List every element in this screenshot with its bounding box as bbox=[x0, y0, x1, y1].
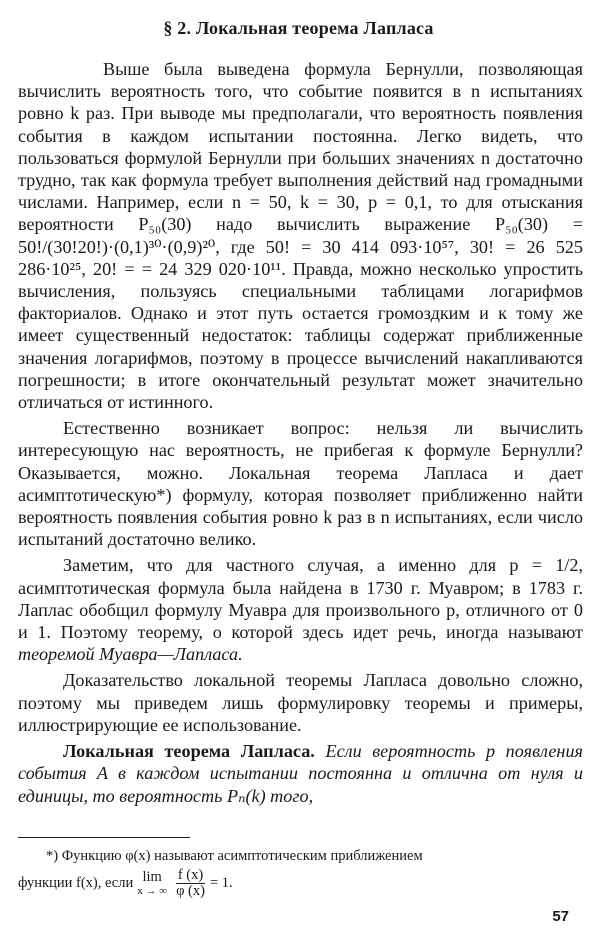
limit-subscript: x → ∞ bbox=[137, 884, 168, 897]
paragraph-theorem bbox=[18, 740, 583, 807]
paragraph-bernoulli-intro: Выше была выведена формула Бернулли, позволяющая вычислить вероятность того, что событие появится в n испытаниях ровно k раз. При выводе мы предполагали, что вероятность появления события в каждом испытании постоянна. Легко видеть, что пользоваться формулой Бернулли при больших значениях n достаточно трудно, так как формула требует выполнения действий над громадными числами. Например, если n = 50, k = 30, p = 0,1, то для отыскания вероятности P₅₀(30) надо вычислить выражение P₅₀(30) = 50!/(30!20!)·(0,1)³⁰·(0,9)²⁰, где 50! = 30 414 093·10⁵⁷, 30! = 26 525 286·10²⁵, 20! = = 24 329 020·10¹¹. Правда, можно несколько упростить вычисления, пользуясь специальными таблицами логарифмов факториалов. Однако и этот путь остается громоздким и к тому же имеет существенный недостаток: таблицы содержат приближенные значения логарифмов, поэтому в процессе вычислений накапливаются погрешности; в итоге окончательный результат может значительно отличаться от истинного. bbox=[18, 59, 583, 413]
moivre-laplace-term: теоремой Муавра—Лапласа. bbox=[18, 644, 243, 665]
body-text bbox=[18, 58, 583, 807]
limit-word: lim bbox=[142, 868, 162, 885]
footnote-line-2 bbox=[18, 868, 583, 899]
theorem-title: Локальная теорема Лапласа. bbox=[63, 741, 315, 762]
section-heading: § 2. Локальная теорема Лапласа bbox=[163, 18, 434, 38]
footnote-line-1: *) Функцию φ(x) называют асимптотическим приближением bbox=[46, 848, 423, 864]
paragraph-moivre-history bbox=[18, 554, 583, 665]
footnote-divider bbox=[18, 837, 190, 838]
footnote-prefix: функции f(x), если bbox=[18, 875, 134, 891]
paragraph-question: Естественно возникает вопрос: нельзя ли вычислить интересующую нас вероятность, не прибегая к формуле Бернулли? Оказывается, можно. Локальная теорема Лапласа и дает асимптотическую*) формулу, которая позволяет приближенно найти вероятность появления события ровно k раз в n испытаниях, если число испытаний достаточно велико. bbox=[18, 418, 583, 550]
footnote bbox=[18, 848, 583, 899]
theorem-statement: Если вероятность p появления события A в каждом испытании постоянна и отлична от нуля и единицы, то вероятность Pₙ(k) того, bbox=[18, 741, 583, 806]
fraction bbox=[174, 868, 207, 899]
limit-expression bbox=[137, 870, 167, 898]
paragraph-moivre-text: Заметим, что для частного случая, а именно для p = 1/2, асимптотическая формула была найдена в 1730 г. Муавром; в 1783 г. Лаплас обобщил формулу Муавра для произвольного p, отличного от 0 и 1. Поэтому теорему, о которой здесь идет речь, иногда называют bbox=[18, 555, 583, 643]
page-number: 57 bbox=[552, 908, 569, 925]
fraction-numerator: f (x) bbox=[177, 867, 204, 883]
fraction-denominator: φ (x) bbox=[176, 883, 205, 899]
paragraph-proof-note: Доказательство локальной теоремы Лапласа довольно сложно, поэтому мы приведем лишь формулировку теоремы и примеры, иллюстрирующие ее использование. bbox=[18, 670, 583, 735]
footnote-suffix: = 1. bbox=[209, 875, 233, 891]
